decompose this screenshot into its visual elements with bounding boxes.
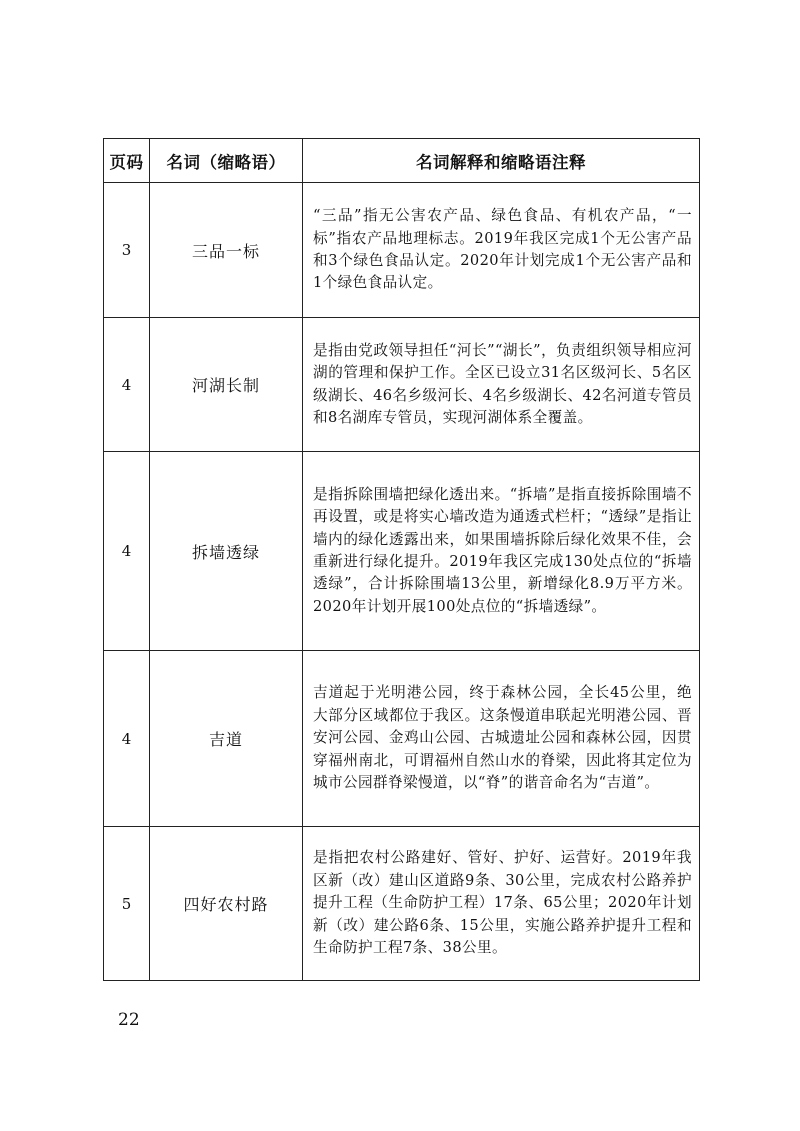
- row-description: 是指拆除围墙把绿化透出来。“拆墙”是指直接拆除围墙不再设置，或是将实心墙改造为通透式栏杆；“透绿”是指让墙内的绿化透露出来，如果围墙拆除后绿化效果不佳，会重新进行绿化提升。2019年我区完成130处点位的“拆墙透绿”，合计拆除围墙13公里，新增绿化8.9万平方米。2020年计划开展100处点位的“拆墙透绿”。: [303, 452, 700, 651]
- table-row: [104, 827, 700, 981]
- row-page-number: 4: [104, 651, 150, 827]
- header-description: 名词解释和缩略语注释: [303, 139, 700, 183]
- page-number: 22: [118, 1010, 140, 1030]
- row-description: 吉道起于光明港公园，终于森林公园，全长45公里，绝大部分区域都位于我区。这条慢道串联起光明港公园、晋安河公园、金鸡山公园、古城遗址公园和森林公园，因贯穿福州南北，可谓福州自然山水的脊梁，因此将其定位为城市公园群脊梁慢道，以“脊”的谐音命名为“吉道”。: [303, 651, 700, 827]
- row-page-number: 4: [104, 452, 150, 651]
- row-page-number: 5: [104, 827, 150, 981]
- row-description: 是指把农村公路建好、管好、护好、运营好。2019年我区新（改）建山区道路9条、30公里，完成农村公路养护提升工程（生命防护工程）17条、65公里；2020年计划新（改）建公路6条、15公里，实施公路养护提升工程和生命防护工程7条、38公里。: [303, 827, 700, 981]
- table-row: [104, 651, 700, 827]
- table-row: [104, 318, 700, 452]
- row-term: 拆墙透绿: [150, 452, 303, 651]
- table-header-row: [104, 139, 700, 183]
- row-term: 吉道: [150, 651, 303, 827]
- table-row: [104, 452, 700, 651]
- row-term: 河湖长制: [150, 318, 303, 452]
- row-description: 是指由党政领导担任“河长”“湖长”，负责组织领导相应河湖的管理和保护工作。全区已设立31名区级河长、5名区级湖长、46名乡级河长、4名乡级湖长、42名河道专管员和8名湖库专管员，实现河湖体系全覆盖。: [303, 318, 700, 452]
- header-term: 名词（缩略语）: [150, 139, 303, 183]
- row-page-number: 3: [104, 183, 150, 318]
- table-row: [104, 183, 700, 318]
- row-term: 四好农村路: [150, 827, 303, 981]
- glossary-table: [103, 138, 700, 981]
- row-description: “三品”指无公害农产品、绿色食品、有机农产品，“一标”指农产品地理标志。2019年我区完成1个无公害产品和3个绿色食品认定。2020年计划完成1个无公害产品和1个绿色食品认定。: [303, 183, 700, 318]
- row-term: 三品一标: [150, 183, 303, 318]
- header-page: 页码: [104, 139, 150, 183]
- row-page-number: 4: [104, 318, 150, 452]
